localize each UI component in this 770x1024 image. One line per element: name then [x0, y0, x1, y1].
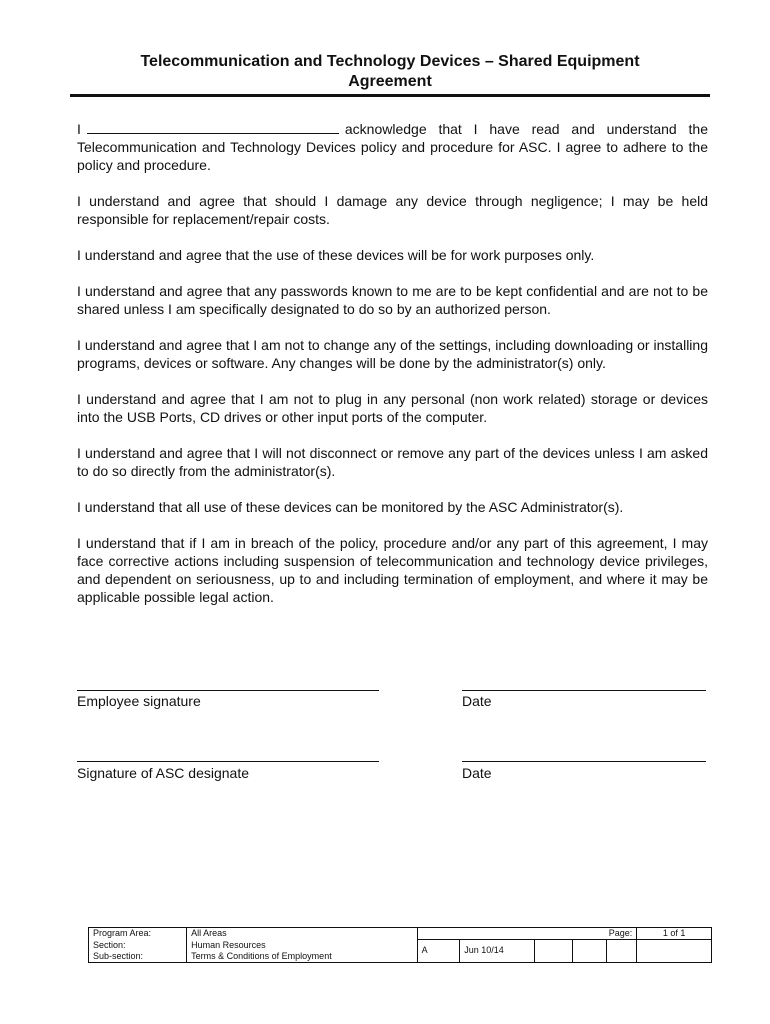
paragraph-passwords: I understand and agree that any passwords known to me are to be kept confidential and are not to be shared unless I am specifically designated to do so by an authorized person. — [77, 283, 708, 317]
document-title — [70, 52, 710, 92]
footer-empty-cell-1 — [534, 940, 572, 963]
page-label: Page: — [417, 928, 637, 940]
paragraph-disconnect: I understand and agree that I will not disconnect or remove any part of the devices unless I am asked to do so directly from the administrator(s). — [77, 445, 708, 479]
document-footer-table — [88, 927, 712, 963]
paragraph-acknowledge-rest: acknowledge that I have read and understand the Telecommunication and Technology Devices policy and procedure for ASC. I agree to adhere to the policy and procedure. — [77, 121, 708, 173]
section-label: Section: — [89, 940, 187, 951]
footer-empty-cell-2 — [573, 940, 607, 963]
asc-signature-line — [77, 761, 379, 762]
program-area-value: All Areas — [187, 928, 417, 940]
footer-empty-cell-4 — [637, 940, 712, 963]
paragraph-settings: I understand and agree that I am not to change any of the settings, including downloading or installing programs, devices or software. Any changes will be done by the administrator(s) only. — [77, 337, 708, 371]
revision-date-cell: Jun 10/14 — [460, 940, 535, 963]
footer-empty-cell-3 — [607, 940, 637, 963]
paragraph-acknowledge-start: I — [77, 121, 81, 137]
footer-row-section — [89, 940, 712, 951]
employee-signature-line — [77, 690, 379, 691]
paragraph-personal-storage: I understand and agree that I am not to plug in any personal (non work related) storage or devices into the USB Ports, CD drives or other input ports of the computer. — [77, 391, 708, 425]
title-line-1: Telecommunication and Technology Devices – Shared Equipment — [140, 53, 640, 70]
employee-signature-label: Employee signature — [77, 693, 201, 709]
asc-signature-label: Signature of ASC designate — [77, 765, 250, 781]
page-value: 1 of 1 — [637, 928, 712, 940]
date-line-2 — [462, 761, 706, 762]
program-area-label: Program Area: — [89, 928, 187, 940]
paragraph-damage: I understand and agree that should I damage any device through negligence; I may be held responsible for replacement/repair costs. — [77, 193, 708, 227]
paragraph-monitoring: I understand that all use of these devices can be monitored by the ASC Administrator(s). — [77, 499, 624, 515]
name-blank — [87, 119, 339, 134]
date-label-1: Date — [462, 693, 492, 709]
date-line-1 — [462, 690, 706, 691]
footer-row-program-area — [89, 928, 712, 940]
title-rule — [70, 94, 710, 97]
subsection-label: Sub-section: — [89, 951, 187, 963]
date-label-2: Date — [462, 765, 492, 781]
agreement-body — [77, 119, 708, 624]
section-value: Human Resources — [187, 940, 417, 951]
subsection-value: Terms & Conditions of Employment — [187, 951, 417, 963]
paragraph-breach: I understand that if I am in breach of the policy, procedure and/or any part of this agreement, I may face corrective actions including suspension of telecommunication and technology device privileges, and dependent on seriousness, up to and including termination of employment, and where it may be applicable possible legal action. — [77, 535, 708, 605]
paragraph-acknowledge — [77, 119, 708, 174]
revision-cell: A — [417, 940, 460, 963]
title-line-2: Agreement — [348, 73, 432, 90]
paragraph-work-purposes: I understand and agree that the use of these devices will be for work purposes only. — [77, 247, 595, 263]
